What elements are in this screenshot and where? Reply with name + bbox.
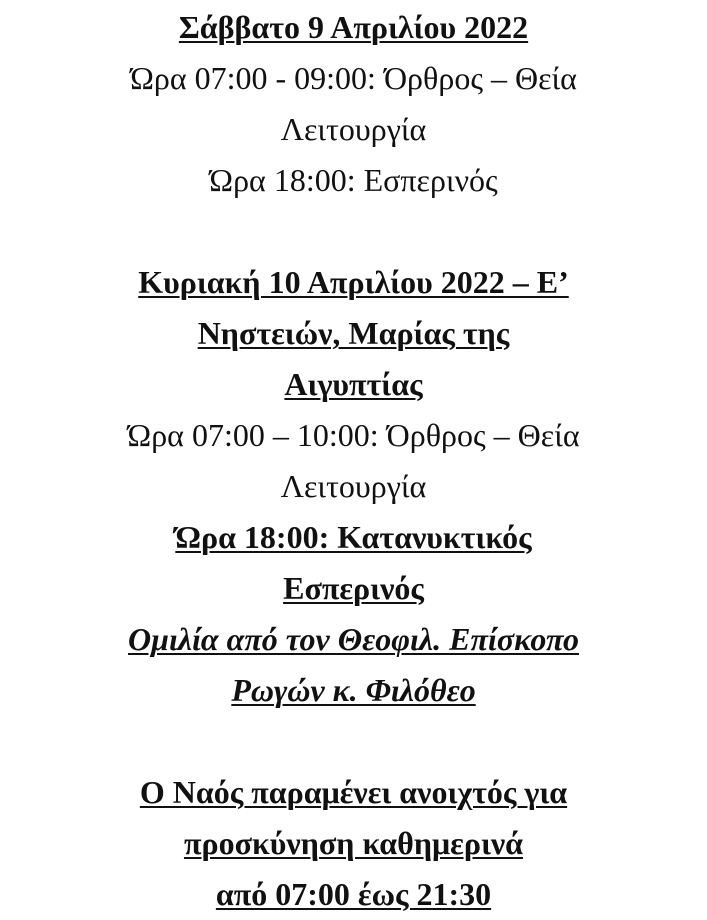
- homily-line-1: Ομιλία από τον Θεοφιλ. Επίσκοπο: [128, 621, 579, 657]
- sunday-heading-line-3: Αιγυπτίας: [284, 366, 423, 402]
- spacer: [0, 206, 707, 257]
- opening-hours-line-2: προσκύνηση καθημερινά: [183, 825, 524, 861]
- opening-hours-block: [0, 767, 707, 920]
- opening-hours-line-1: Ο Ναός παραμένει ανοιχτός για: [139, 774, 568, 810]
- sunday-evening-line-2: Εσπερινός: [283, 570, 424, 606]
- saturday-morning-line-cont: Λειτουργία: [280, 111, 427, 147]
- sunday-heading-line-2: Νηστειών, Μαρίας της: [197, 315, 510, 351]
- sunday-morning-line-cont: Λειτουργία: [280, 468, 427, 504]
- homily-line-2: Ρωγών κ. Φιλόθεο: [231, 672, 476, 708]
- saturday-block: [0, 2, 707, 206]
- sunday-morning-line: Ώρα 07:00 – 10:00: Όρθρος – Θεία: [127, 417, 580, 453]
- saturday-evening-line: Ώρα 18:00: Εσπερινός: [209, 162, 498, 198]
- sunday-evening-line-1: Ώρα 18:00: Κατανυκτικός: [175, 519, 532, 555]
- saturday-heading: Σάββατο 9 Απριλίου 2022: [178, 9, 529, 45]
- opening-hours-line-3: από 07:00 έως 21:30: [215, 876, 492, 912]
- spacer: [0, 716, 707, 767]
- sunday-heading-line-1: Κυριακή 10 Απριλίου 2022 – Ε’: [138, 264, 569, 300]
- saturday-morning-line: Ώρα 07:00 - 09:00: Όρθρος – Θεία: [130, 60, 577, 96]
- sunday-block: [0, 257, 707, 716]
